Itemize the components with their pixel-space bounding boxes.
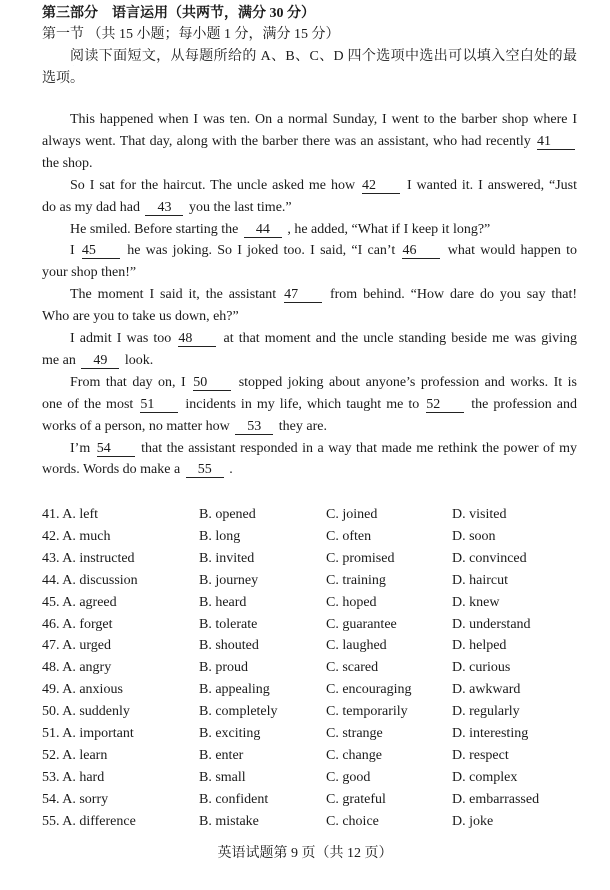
passage-text: at that moment and the uncle standing beside me was giving [223,331,577,346]
answer-blank: 45 [82,244,120,259]
passage-text: me an [42,352,80,368]
passage-line [42,308,577,326]
passage-text: The moment I said it, the assistant [70,287,283,303]
option-d: D. awkward [452,682,521,698]
passage-text: always went. That day, along with the barber there was an assistant, who had recently [42,133,535,149]
option-c: C. often [326,528,372,544]
passage-text: works of a person, no matter how [42,418,234,434]
passage-text: one of the most [42,396,139,412]
option-b: B. long [199,528,241,544]
passage-line [42,155,577,173]
option-b: B. confident [199,791,269,807]
option-b: B. small [199,769,246,785]
option-a: 46. A. forget [42,616,113,632]
passage-line [42,133,577,151]
passage-line [42,352,577,370]
option-c: C. temporarily [326,704,408,720]
passage-text: words. Words do make a [42,462,184,478]
option-a: 45. A. agreed [42,594,117,610]
option-c: C. change [326,747,382,763]
option-b: B. invited [199,550,255,566]
option-a: 52. A. learn [42,747,108,763]
answer-blank: 41 [537,135,575,150]
answer-blank: 53 [235,420,273,435]
option-c: C. laughed [326,638,387,654]
option-b: B. completely [199,704,278,720]
option-b: B. mistake [199,813,259,829]
option-b: B. proud [199,660,248,676]
answer-blank: 43 [145,201,183,216]
option-b: B. shouted [199,638,259,654]
passage-line [42,330,577,348]
option-a: 48. A. angry [42,660,112,676]
option-d: D. complex [452,769,518,785]
answer-blank: 54 [97,442,135,457]
option-a: 54. A. sorry [42,791,109,807]
option-b: B. exciting [199,726,261,741]
passage-text: Who are you to take us down, eh?” [42,309,239,325]
option-d: D. soon [452,528,496,544]
instructions-line: 阅读下面短文，从每题所给的 A、B、C、D 四个选项中选出可以填入空白处的最 [70,49,577,64]
passage-text: from behind. “How dare do you say that! [329,287,577,303]
passage-text: they are. [278,418,327,434]
option-a: 51. A. important [42,726,134,741]
passage-text: From that day on, I [70,374,192,390]
option-c: C. promised [326,550,395,566]
answer-blank: 51 [140,398,178,413]
option-c: C. guarantee [326,616,397,632]
passage-text: he was joking. So I joked too. I said, “I can’t [127,243,401,259]
option-b: B. appealing [199,682,270,698]
answer-blank: 49 [81,354,119,369]
option-d: D. respect [452,747,509,763]
passage-line [42,286,577,304]
option-a: 47. A. urged [42,638,111,654]
answer-blank: 44 [244,223,282,238]
answer-blank: 50 [193,376,231,391]
passage-text: I [70,243,80,259]
option-c: C. joined [326,507,378,522]
option-c: C. grateful [326,791,386,807]
answer-blank: 48 [178,332,216,347]
passage-text: I’m [70,440,95,456]
passage-line [42,111,577,129]
passage-line [42,396,577,414]
option-b: B. heard [199,594,247,610]
answer-blank: 42 [362,179,400,194]
passage-text: He smiled. Before starting the [70,221,242,237]
passage-line [42,374,577,392]
passage-text: So I sat for the haircut. The uncle asked me how [70,177,360,193]
passage-text: I admit I was too [70,331,177,346]
passage-text: do as my dad had [42,199,144,215]
option-c: C. hoped [326,594,377,610]
option-d: D. joke [452,813,494,829]
passage-text: what would happen to [447,243,577,259]
option-a: 44. A. discussion [42,572,138,588]
option-c: C. encouraging [326,682,412,698]
option-d: D. visited [452,507,507,522]
option-d: D. regularly [452,704,520,720]
passage-text: the shop. [42,155,93,171]
option-d: D. curious [452,660,511,676]
option-c: C. scared [326,660,379,676]
option-c: C. strange [326,726,383,741]
passage-text: stopped joking about anyone’s profession and works. It is [238,374,577,390]
option-a: 42. A. much [42,528,111,544]
option-a: 49. A. anxious [42,682,123,698]
passage-text: the profession and [471,396,577,412]
section-title: 第一节 （共 15 小题；每小题 1 分，满分 15 分） [42,27,340,42]
passage-line [42,440,577,458]
passage-text: incidents in my life, which taught me to [185,396,425,412]
passage-line [42,418,577,436]
option-a: 50. A. suddenly [42,704,130,720]
instructions-line: 选项。 [42,71,84,86]
page-footer: 英语试题第 9 页（共 12 页） [217,846,393,861]
passage-text: , he added, “What if I keep it long?” [287,221,491,237]
option-c: C. training [326,572,386,588]
passage-text: I wanted it. I answered, “Just [406,177,577,193]
passage-line [42,177,577,195]
option-a: 53. A. hard [42,769,105,785]
passage-text: that the assistant responded in a way that made me rethink the power of my [141,440,577,456]
option-d: D. understand [452,616,531,632]
passage-line [42,242,577,260]
option-d: D. embarrassed [452,791,540,807]
passage-text: you the last time.” [188,199,292,215]
part-title: 第三部分 语言运用（共两节，满分 30 分） [42,6,315,21]
passage-line [42,221,577,239]
answer-blank: 55 [186,463,224,478]
passage-text: . [229,462,233,478]
passage-line [42,264,577,282]
passage-line [42,199,577,217]
option-d: D. knew [452,594,500,610]
option-c: C. good [326,769,371,785]
option-a: 43. A. instructed [42,550,135,566]
option-d: D. haircut [452,572,508,588]
option-b: B. journey [199,572,259,588]
passage-text: look. [124,352,154,368]
option-a: 41. A. left [42,507,98,522]
passage-line [42,461,577,479]
answer-blank: 47 [284,288,322,303]
answer-blank: 46 [402,244,440,259]
option-d: D. convinced [452,550,527,566]
option-a: 55. A. difference [42,813,136,829]
option-c: C. choice [326,813,379,829]
option-b: B. enter [199,747,244,763]
answer-blank: 52 [426,398,464,413]
passage-text: your shop then!” [42,265,137,281]
option-d: D. interesting [452,726,529,741]
passage-text: This happened when I was ten. On a normal Sunday, I went to the barber shop where I [70,112,577,127]
option-d: D. helped [452,638,507,654]
option-b: B. opened [199,507,256,522]
option-b: B. tolerate [199,616,258,632]
